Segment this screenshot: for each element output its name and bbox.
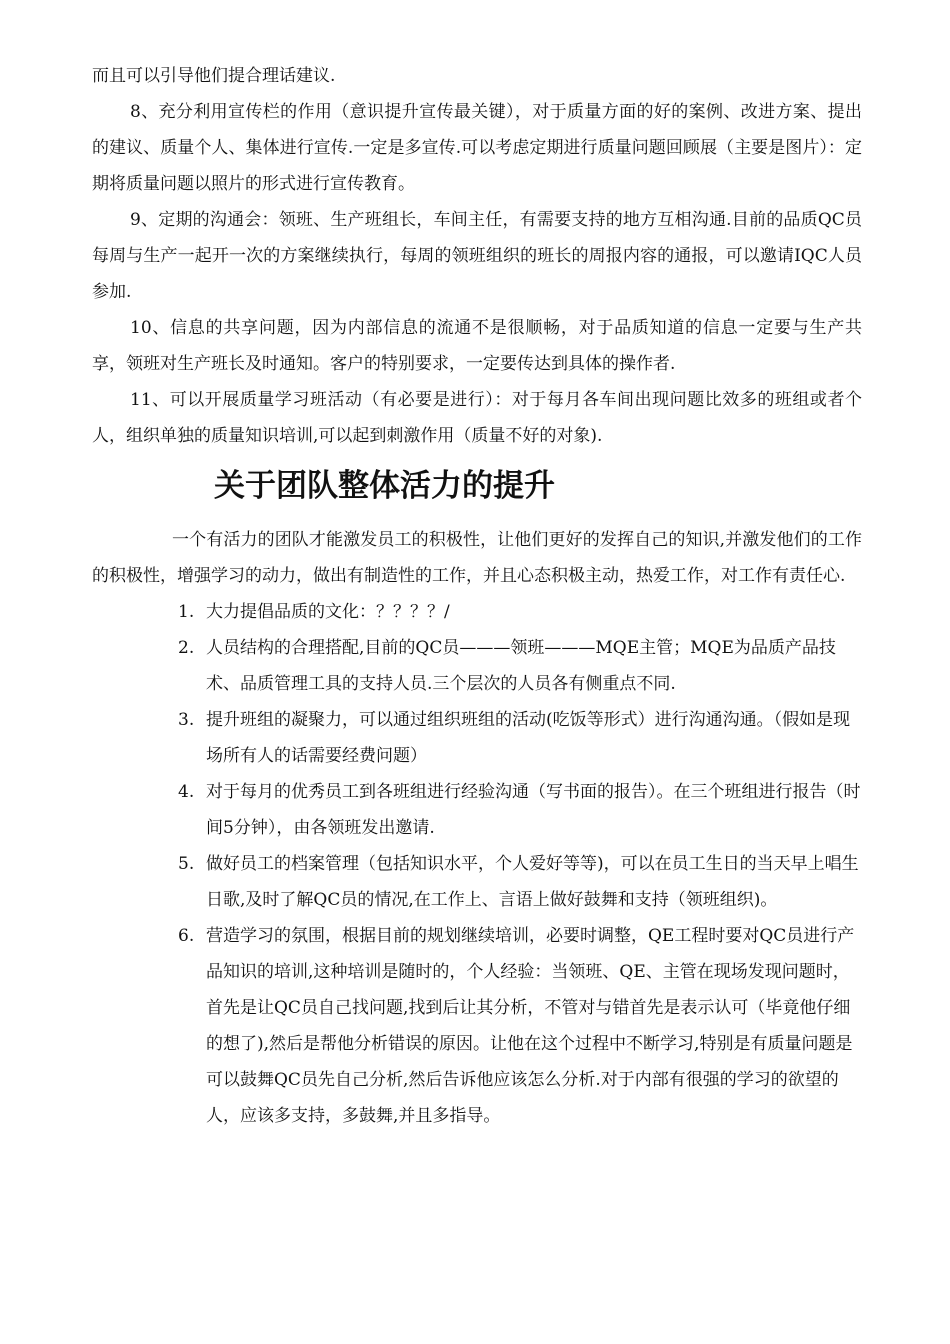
document-page bbox=[92, 58, 862, 1134]
list-text: 提升班组的凝聚力，可以通过组织班组的活动(吃饭等形式）进行沟通沟通。（假如是现场所有人的话需要经费问题） bbox=[206, 710, 851, 766]
list-number: 1. bbox=[178, 602, 195, 622]
paragraph-item-11: 11、可以开展质量学习班活动（有必要是进行）：对于每月各车间出现问题比效多的班组或者个人，组织单独的质量知识培训,可以起到刺激作用（质量不好的对象). bbox=[92, 390, 862, 446]
list-text: 营造学习的氛围，根据目前的规划继续培训，必要时调整，QE工程时要对QC员进行产品知识的培训,这种培训是随时的，个人经验：当领班、QE、主管在现场发现问题时，首先是让QC员自己找问题,找到后让其分析，不管对与错首先是表示认可（毕竟他仔细的想了),然后是帮他分析错误的原因。让他在这个过程中不断学习,特别是有质量问题是可以鼓舞QC员先自己分析,然后告诉他应该怎么分析.对于内部有很强的学习的欲望的人，应该多支持，多鼓舞,并且多指导。 bbox=[206, 926, 855, 1126]
list-item bbox=[92, 774, 862, 846]
list-text: 大力提倡品质的文化：？？？？/ bbox=[206, 602, 450, 622]
list-item bbox=[92, 630, 862, 702]
numbered-list bbox=[92, 594, 862, 1134]
list-text: 对于每月的优秀员工到各班组进行经验沟通（写书面的报告）。在三个班组进行报告（时间5分钟），由各领班发出邀请. bbox=[206, 782, 861, 838]
list-item bbox=[92, 594, 862, 630]
list-number: 2. bbox=[178, 638, 195, 658]
section-title: 关于团队整体活力的提升 bbox=[214, 468, 555, 504]
paragraph-item-10: 10、信息的共享问题，因为内部信息的流通不是很顺畅，对于品质知道的信息一定要与生产共享，领班对生产班长及时通知。客户的特别要求，一定要传达到具体的操作者. bbox=[92, 318, 862, 374]
list-item bbox=[92, 918, 862, 1134]
list-number: 4. bbox=[178, 782, 195, 802]
list-number: 5. bbox=[178, 854, 195, 874]
paragraph-item-8: 8、充分利用宣传栏的作用（意识提升宣传最关键），对于质量方面的好的案例、改进方案、提出的建议、质量个人、集体进行宣传.一定是多宣传.可以考虑定期进行质量问题回顾展（主要是图片）：定期将质量问题以照片的形式进行宣传教育。 bbox=[92, 102, 862, 194]
paragraph-item-9: 9、定期的沟通会：领班、生产班组长，车间主任，有需要支持的地方互相沟通.目前的品质QC员每周与生产一起开一次的方案继续执行，每周的领班组织的班长的周报内容的通报，可以邀请IQC人员参加. bbox=[92, 210, 862, 302]
list-text: 人员结构的合理搭配,目前的QC员———领班———MQE主管；MQE为品质产品技术、品质管理工具的支持人员.三个层次的人员各有侧重点不同. bbox=[206, 638, 836, 694]
list-number: 3. bbox=[178, 710, 195, 730]
intro-line: 而且可以引导他们提合理话建议. bbox=[92, 66, 336, 86]
list-item bbox=[92, 702, 862, 774]
list-text: 做好员工的档案管理（包括知识水平，个人爱好等等)，可以在员工生日的当天早上唱生日歌,及时了解QC员的情况,在工作上、言语上做好鼓舞和支持（领班组织)。 bbox=[206, 854, 859, 910]
list-number: 6. bbox=[178, 926, 195, 946]
section-intro: 一个有活力的团队才能激发员工的积极性，让他们更好的发挥自己的知识,并激发他们的工作的积极性，增强学习的动力，做出有制造性的工作，并且心态积极主动，热爱工作，对工作有责任心. bbox=[92, 530, 862, 586]
list-item bbox=[92, 846, 862, 918]
